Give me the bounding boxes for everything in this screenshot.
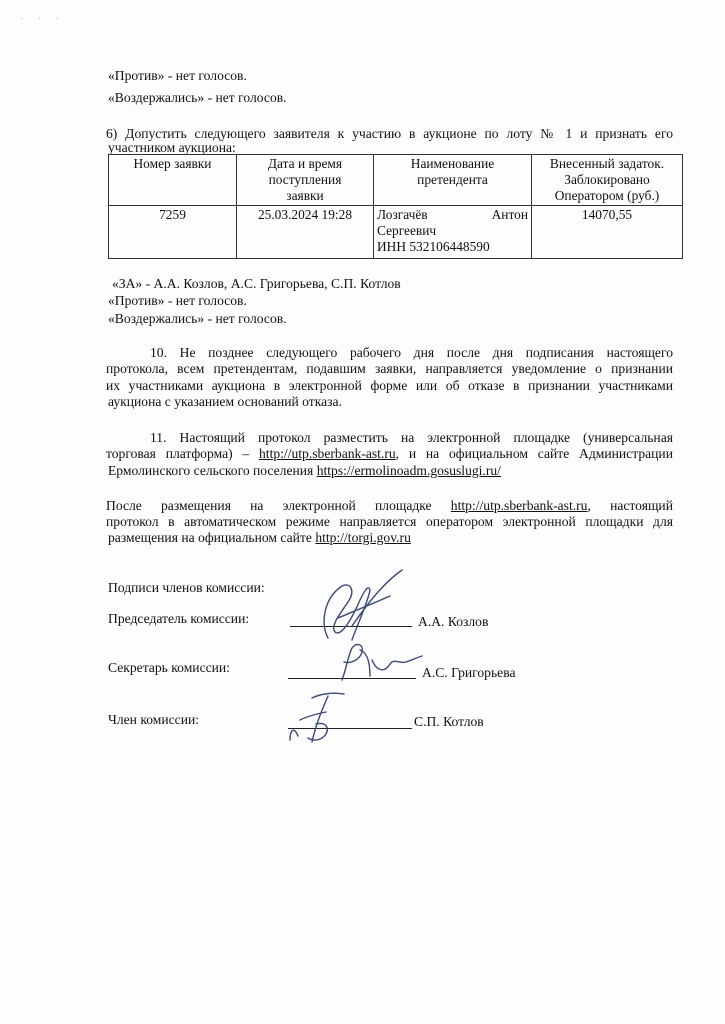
- cell-datetime: 25.03.2024 19:28: [237, 206, 374, 259]
- member-label: Член комиссии:: [108, 712, 200, 727]
- item10-line2: протокола, всем претендентам, подавшим заявки, направляется уведомление о признании: [106, 361, 673, 376]
- member-name: С.П. Котлов: [414, 714, 484, 729]
- item10-line3: их участниками аукциона в электронной форме или об отказе в признании участниками: [106, 378, 673, 393]
- after-line1: После размещения на электронной площадке http://utp.sberbank-ast.ru, настоящий: [106, 498, 673, 513]
- admitted-bidders-table: [108, 154, 683, 259]
- torgi-link[interactable]: http://torgi.gov.ru: [315, 530, 411, 545]
- item11-line1: 11. Настоящий протокол разместить на электронной площадке (универсальная: [150, 430, 673, 445]
- chair-signature: [290, 568, 420, 648]
- signatures-heading: Подписи членов комиссии:: [108, 580, 265, 595]
- secretary-name: А.С. Григорьева: [422, 665, 516, 680]
- top-vote-abstained: «Воздержались» - нет голосов.: [108, 90, 287, 105]
- vote-for: «ЗА» - А.А. Козлов, А.С. Григорьева, С.П. Котлов: [112, 276, 401, 291]
- header-bid-number: Номер заявки: [109, 155, 237, 206]
- after-line2: протокол в автоматическом режиме направляется оператором электронной площадки для: [106, 514, 673, 529]
- cell-applicant: [374, 206, 532, 259]
- top-vote-against: «Против» - нет голосов.: [108, 68, 247, 83]
- item6-line2: участником аукциона:: [108, 140, 236, 155]
- scan-specks: · · ·: [20, 14, 65, 25]
- applicant-inn: ИНН 532106448590: [377, 239, 490, 254]
- table-header-row: [109, 155, 683, 206]
- secretary-signature: [330, 640, 430, 684]
- sberbank-link-2[interactable]: http://utp.sberbank-ast.ru: [450, 498, 588, 513]
- applicant-patronymic: Сергеевич: [377, 223, 437, 238]
- secretary-label: Секретарь комиссии:: [108, 660, 230, 675]
- item11-line3: Ермолинского сельского поселения https://ermolinoadm.gosuslugi.ru/: [108, 463, 501, 478]
- header-deposit: Внесенный задаток. Заблокировано Оператором (руб.): [532, 155, 683, 206]
- member-signature: [286, 690, 356, 746]
- item10-line4: аукциона с указанием оснований отказа.: [108, 394, 342, 409]
- applicant-firstname: Антон: [491, 207, 528, 222]
- cell-deposit: 14070,55: [532, 206, 683, 259]
- item10-line1: 10. Не позднее следующего рабочего дня после дня подписания настоящего: [150, 345, 673, 360]
- sberbank-link[interactable]: http://utp.sberbank-ast.ru: [259, 446, 396, 461]
- applicant-surname: Лозгачёв: [377, 207, 428, 222]
- chair-name: А.А. Козлов: [418, 614, 489, 629]
- header-datetime: Дата и время поступления заявки: [237, 155, 374, 206]
- table-row: [109, 206, 683, 259]
- ermolino-link[interactable]: https://ermolinoadm.gosuslugi.ru/: [316, 463, 501, 478]
- after-line3: размещения на официальном сайте http://torgi.gov.ru: [108, 530, 411, 545]
- item11-line2: торговая платформа) – http://utp.sberbank-ast.ru, и на официальном сайте Администрации: [106, 446, 673, 461]
- vote-abstained: «Воздержались» - нет голосов.: [108, 311, 287, 326]
- item6-line1: 6) Допустить следующего заявителя к участию в аукционе по лоту № 1 и признать его: [106, 126, 673, 141]
- header-applicant: Наименование претендента: [374, 155, 532, 206]
- chair-label: Председатель комиссии:: [108, 611, 250, 626]
- cell-bid-number: 7259: [109, 206, 237, 259]
- vote-against: «Против» - нет голосов.: [108, 293, 247, 308]
